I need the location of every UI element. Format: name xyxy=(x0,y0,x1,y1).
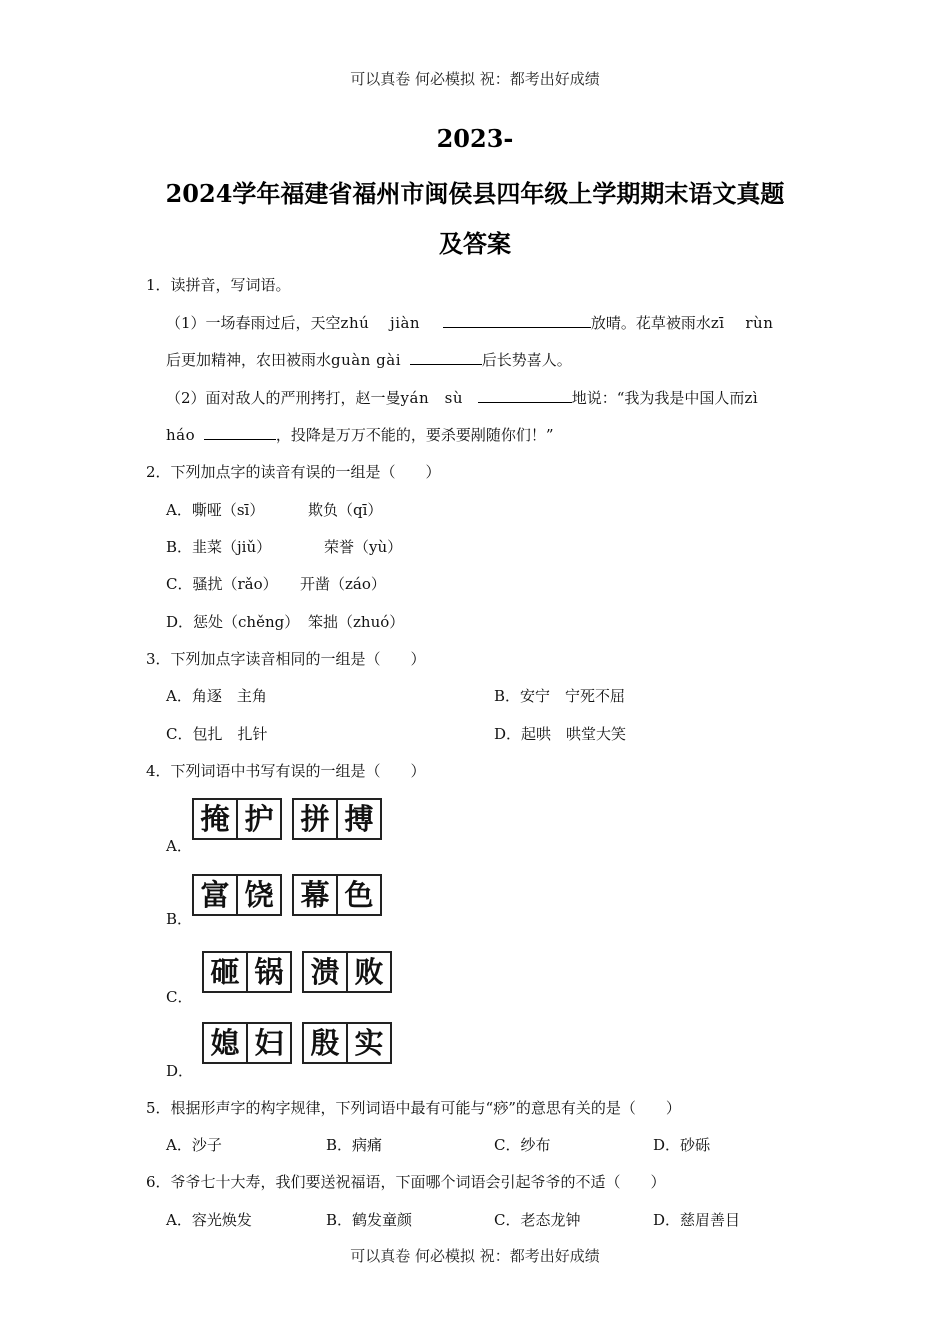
page-footer: 可以真卷 何必模拟 祝：都考出好成绩 xyxy=(350,1247,600,1265)
character: 媳 xyxy=(210,1026,240,1060)
q2-option-c[interactable]: C．骚扰（rǎo） xyxy=(166,575,278,593)
q1-text: ，投降是万万不能的，要杀要剐随你们！” xyxy=(275,426,554,444)
character: 搏 xyxy=(336,800,380,838)
q1-text: （1）一场春雨过后，天空 xyxy=(166,314,341,332)
q4-option-c-letter[interactable]: C． xyxy=(166,988,193,1006)
q1-pinyin: yán sù xyxy=(400,389,463,407)
q1-text: 放晴。花草被雨水 xyxy=(590,314,711,332)
q6-option-b[interactable]: B．鹤发童颜 xyxy=(326,1211,413,1229)
q4-option-c-words xyxy=(202,951,402,993)
q5-option-a[interactable]: A．沙子 xyxy=(166,1136,222,1154)
q2-option-a[interactable]: A．嘶哑（sī） xyxy=(166,501,265,519)
q5-stem: 5．根据形声字的构字规律，下列词语中最有可能与“痧”的意思有关的是（ ） xyxy=(146,1099,681,1117)
title-line-1: 2023- xyxy=(436,124,514,153)
q3-option-b[interactable]: B．安宁 宁死不屈 xyxy=(494,687,626,705)
q2-option-d-word2: 笨拙（zhuó） xyxy=(308,613,405,631)
page-header: 可以真卷 何必模拟 祝：都考出好成绩 xyxy=(350,70,600,88)
character: 砸 xyxy=(210,955,240,989)
q4-option-d-letter[interactable]: D． xyxy=(166,1062,194,1080)
q5-option-b[interactable]: B．病痛 xyxy=(326,1136,383,1154)
character: 护 xyxy=(236,800,280,838)
q1-pinyin: zī rùn xyxy=(710,314,774,332)
q2-option-b-word2: 荣誉（yù） xyxy=(324,538,403,556)
q5-option-d[interactable]: D．砂砾 xyxy=(653,1136,711,1154)
q1-text: 后更加精神，农田被雨水 xyxy=(166,351,332,369)
q1-text: 地说：“我为我是中国人而 xyxy=(571,389,745,407)
word-box xyxy=(302,1022,392,1064)
q6-stem: 6．爷爷七十大寿，我们要送祝福语，下面哪个词语会引起爷爷的不适（ ） xyxy=(146,1173,666,1191)
title-line-2: 2024学年福建省福州市闽侯县四年级上学期期末语文真题 xyxy=(165,179,785,208)
q4-option-a-letter[interactable]: A． xyxy=(166,837,192,855)
character: 殷 xyxy=(310,1026,340,1060)
q1-stem: 1．读拼音，写词语。 xyxy=(146,276,291,294)
word-box xyxy=(202,1022,292,1064)
q4-option-b-words xyxy=(192,874,392,916)
q1-pinyin: háo xyxy=(166,426,196,444)
q1-pinyin: guàn gài xyxy=(331,351,401,369)
q3-stem: 3．下列加点字读音相同的一组是（ ） xyxy=(146,650,426,668)
q1-answer-blank[interactable] xyxy=(478,387,572,403)
q6-option-a[interactable]: A．容光焕发 xyxy=(166,1211,252,1229)
character: 溃 xyxy=(310,955,340,989)
q1-answer-blank[interactable] xyxy=(443,312,591,328)
q2-stem: 2．下列加点字的读音有误的一组是（ ） xyxy=(146,463,441,481)
word-box xyxy=(292,874,382,916)
character: 色 xyxy=(336,876,380,914)
character: 幕 xyxy=(300,878,330,912)
q1-text: 后长势喜人。 xyxy=(481,351,572,369)
q2-option-d[interactable]: D．惩处（chěng） xyxy=(166,613,300,631)
word-box xyxy=(192,798,282,840)
character: 实 xyxy=(346,1024,390,1062)
character: 锅 xyxy=(246,953,290,991)
q6-option-c[interactable]: C．老态龙钟 xyxy=(494,1211,581,1229)
word-box xyxy=(202,951,292,993)
q1-answer-blank[interactable] xyxy=(204,424,276,440)
q4-option-d-words xyxy=(202,1022,402,1064)
q1-answer-blank[interactable] xyxy=(410,349,482,365)
character: 妇 xyxy=(246,1024,290,1062)
q2-option-c-word2: 开凿（záo） xyxy=(300,575,386,593)
q4-option-b-letter[interactable]: B． xyxy=(166,910,193,928)
q4-stem: 4．下列词语中书写有误的一组是（ ） xyxy=(146,762,426,780)
q5-option-c[interactable]: C．纱布 xyxy=(494,1136,551,1154)
q3-option-a[interactable]: A．角逐 主角 xyxy=(166,687,267,705)
character: 败 xyxy=(346,953,390,991)
q1-part1-line2 xyxy=(166,349,572,370)
q3-option-d[interactable]: D．起哄 哄堂大笑 xyxy=(494,725,627,743)
q1-pinyin: zhú jiàn xyxy=(340,314,421,332)
word-box xyxy=(302,951,392,993)
q1-part1-line1 xyxy=(166,312,773,333)
character: 富 xyxy=(200,878,230,912)
q3-option-c[interactable]: C．包扎 扎针 xyxy=(166,725,268,743)
word-box xyxy=(292,798,382,840)
word-box xyxy=(192,874,282,916)
q1-pinyin: zì xyxy=(744,389,759,407)
title-line-3: 及答案 xyxy=(439,229,511,258)
q2-option-b[interactable]: B．韭菜（jiǔ） xyxy=(166,538,272,556)
q1-part2-line2 xyxy=(166,424,554,445)
q1-part2-line1 xyxy=(166,387,758,408)
q2-option-a-word2: 欺负（qī） xyxy=(308,501,383,519)
q1-text: （2）面对敌人的严刑拷打，赵一曼 xyxy=(166,389,401,407)
character: 拼 xyxy=(300,802,330,836)
character: 饶 xyxy=(236,876,280,914)
character: 掩 xyxy=(200,802,230,836)
q6-option-d[interactable]: D．慈眉善目 xyxy=(653,1211,741,1229)
q4-option-a-words xyxy=(192,798,392,840)
